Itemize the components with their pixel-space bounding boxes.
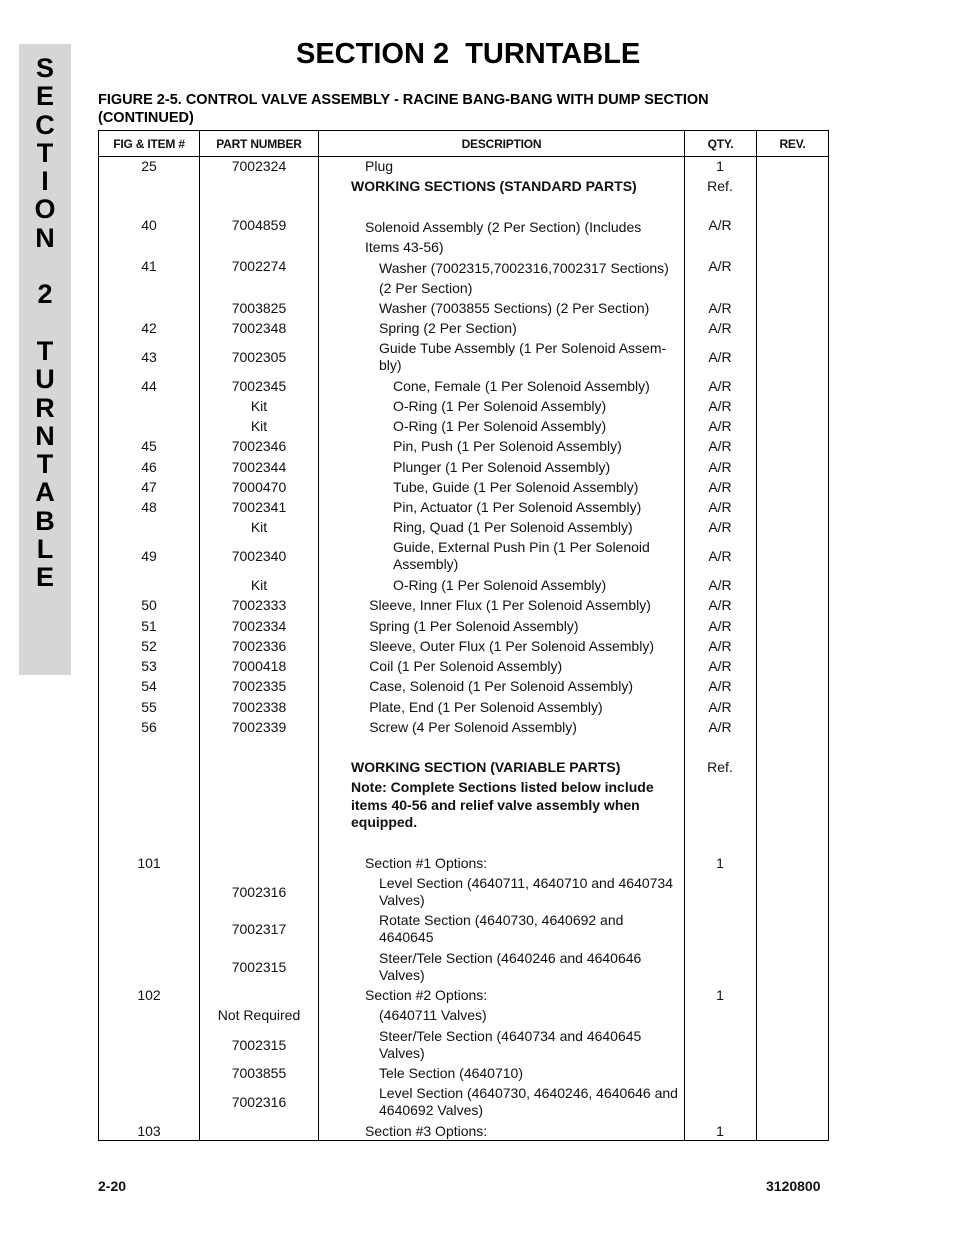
fig-item-cell: 54 [141, 677, 157, 694]
qty-cell: 1 [716, 986, 724, 1003]
table-row [99, 1006, 828, 1024]
qty-cell: A/R [708, 417, 732, 434]
fig-item-cell: 50 [141, 596, 157, 613]
description-cell: Sleeve, Outer Flux (1 Per Solenoid Assembly) [369, 637, 654, 654]
table-row [99, 758, 828, 776]
part-number-cell [200, 986, 318, 1004]
fig-item-cell: 53 [141, 657, 157, 674]
side-tab-letter: N [35, 222, 55, 253]
part-number-cell: 7002305 [231, 348, 287, 365]
header-part-number: PART NUMBER [216, 136, 302, 151]
description-cell: Section #2 Options: [365, 986, 488, 1003]
part-number-cell: 7002315 [231, 1036, 287, 1053]
part-number-cell [200, 758, 318, 776]
fig-item-cell: 40 [141, 217, 157, 233]
side-tab-letter [19, 309, 71, 337]
description-cell: O-Ring (1 Per Solenoid Assembly) [393, 397, 607, 414]
qty-cell [685, 911, 755, 947]
part-number-cell: 7002317 [231, 920, 287, 937]
qty-cell: A/R [708, 258, 732, 274]
qty-cell: A/R [708, 677, 732, 694]
table-row [99, 1084, 828, 1120]
qty-cell [685, 874, 755, 910]
side-tab-letter: I [41, 166, 49, 197]
table-row [99, 854, 828, 872]
header-fig-item: FIG & ITEM # [113, 136, 185, 151]
fig-item-cell: 46 [141, 458, 157, 475]
description-cell: Note: Complete Sections listed below include items 40-56 and relief valve assembly when equipped. [351, 779, 654, 830]
qty-cell: A/R [708, 458, 732, 475]
part-number-cell [200, 854, 318, 872]
side-tab-letter: E [35, 562, 54, 593]
qty-cell: A/R [708, 397, 732, 414]
qty-cell: 1 [716, 1122, 724, 1139]
qty-cell: A/R [708, 299, 732, 316]
description-cell: Section #3 Options: [365, 1122, 488, 1139]
fig-item-cell: 51 [141, 617, 157, 634]
table-row [99, 779, 828, 833]
side-tab-letter: U [35, 364, 55, 395]
table-row [99, 596, 828, 614]
fig-item-cell [99, 576, 199, 594]
side-tab-letter: T [36, 335, 54, 366]
qty-cell: Ref. [707, 177, 733, 194]
fig-item-cell [99, 758, 199, 776]
description-cell: WORKING SECTIONS (STANDARD PARTS) [351, 177, 637, 194]
fig-item-cell [99, 1064, 199, 1082]
table-row [99, 911, 828, 947]
side-tab-letter: S [35, 53, 54, 83]
fig-item-cell [99, 397, 199, 415]
description-cell: Cone, Female (1 Per Solenoid Assembly) [393, 377, 650, 394]
part-number-cell: 7002333 [231, 596, 287, 613]
side-tab-letter: T [36, 137, 54, 168]
qty-cell: A/R [708, 637, 732, 654]
table-row [99, 1122, 828, 1140]
description-cell: WORKING SECTION (VARIABLE PARTS) [351, 758, 621, 775]
fig-item-cell: 52 [141, 637, 157, 654]
description-cell: O-Ring (1 Per Solenoid Assembly) [393, 576, 607, 593]
table-row [99, 617, 828, 635]
qty-cell: A/R [708, 319, 732, 336]
part-number-cell: 7002316 [231, 883, 287, 900]
part-number-cell: 7002336 [231, 637, 287, 654]
part-number-cell: 7002340 [231, 547, 287, 564]
header-qty: QTY. [707, 136, 734, 151]
description-cell: O-Ring (1 Per Solenoid Assembly) [393, 417, 607, 434]
description-cell: Screw (4 Per Solenoid Assembly) [369, 718, 577, 735]
table-row [99, 949, 828, 985]
header-rev: REV. [779, 136, 806, 151]
description-cell: Tube, Guide (1 Per Solenoid Assembly) [393, 478, 639, 495]
part-number-cell: 7002346 [231, 437, 287, 454]
description-cell: Sleeve, Inner Flux (1 Per Solenoid Assembly) [369, 596, 651, 613]
qty-cell: Ref. [707, 758, 733, 775]
description-cell: Plunger (1 Per Solenoid Assembly) [393, 458, 611, 475]
side-tab-letter: T [36, 449, 54, 480]
table-row [99, 458, 828, 476]
fig-item-cell [99, 1027, 199, 1063]
table-row [99, 377, 828, 395]
part-number-cell: 7002348 [231, 319, 287, 336]
table-row [99, 518, 828, 536]
part-number-cell: Kit [250, 417, 268, 434]
fig-item-cell: 47 [141, 478, 157, 495]
description-cell: Steer/Tele Section (4640246 and 4640646 Valves) [379, 950, 642, 983]
description-cell: Rotate Section (4640730, 4640692 and 4640645 [379, 912, 624, 945]
qty-cell [685, 1027, 755, 1063]
description-cell: Coil (1 Per Solenoid Assembly) [369, 657, 563, 674]
qty-cell [685, 779, 755, 833]
table-row [99, 538, 828, 574]
part-number-cell: 7000470 [231, 478, 287, 495]
fig-item-cell [99, 1006, 199, 1024]
part-number-cell: 7003855 [231, 1064, 287, 1081]
description-cell: Guide Tube Assembly (1 Per Solenoid Assem- bly) [379, 340, 667, 373]
qty-cell [685, 1064, 755, 1082]
table-row [99, 478, 828, 496]
fig-item-cell: 103 [137, 1122, 161, 1139]
description-cell: Washer (7002315,7002316,7002317 Sections) (2 Per Section) [379, 260, 669, 296]
part-number-cell: 7002316 [231, 1093, 287, 1110]
side-tab-letter: N [35, 420, 55, 451]
part-number-cell: Kit [250, 397, 268, 414]
table-row [99, 299, 828, 317]
fig-item-cell [99, 911, 199, 947]
qty-cell: A/R [708, 596, 732, 613]
part-number-cell: 7002345 [231, 377, 287, 394]
qty-cell: A/R [708, 518, 732, 535]
description-cell: Washer (7003855 Sections) (2 Per Section) [379, 299, 650, 316]
fig-item-cell [99, 874, 199, 910]
description-cell: Section #1 Options: [365, 854, 488, 871]
fig-item-cell [99, 518, 199, 536]
part-number-cell: 7002274 [231, 258, 287, 274]
description-cell: Plug [365, 157, 394, 174]
fig-item-cell [99, 299, 199, 317]
fig-item-cell: 44 [141, 377, 157, 394]
part-number-cell: 7002341 [231, 498, 287, 515]
table-row [99, 657, 828, 675]
figure-title [98, 91, 798, 127]
qty-cell: A/R [708, 478, 732, 495]
fig-item-cell: 55 [141, 698, 157, 715]
qty-cell: A/R [708, 547, 732, 564]
page-number: 2-20 [98, 1178, 127, 1194]
fig-item-cell: 41 [141, 258, 157, 274]
side-tab-letter: E [35, 81, 54, 112]
fig-item-cell: 101 [137, 854, 161, 871]
qty-cell [685, 949, 755, 985]
table-row [99, 677, 828, 695]
description-cell: (4640711 Valves) [379, 1006, 487, 1023]
section-side-tab [19, 44, 71, 675]
qty-cell: A/R [708, 377, 732, 394]
fig-item-cell [99, 779, 199, 833]
qty-cell: A/R [708, 437, 732, 454]
part-number-cell: 7000418 [231, 657, 287, 674]
table-row [99, 437, 828, 455]
fig-item-cell [99, 949, 199, 985]
page-title: SECTION 2 TURNTABLE [296, 38, 641, 70]
table-row [99, 874, 828, 910]
description-cell: Guide, External Push Pin (1 Per Solenoid Assembly) [393, 539, 650, 572]
qty-cell [685, 1006, 755, 1024]
side-tab-letter [19, 252, 71, 280]
fig-item-cell: 49 [141, 547, 157, 564]
part-number-cell: 7002344 [231, 458, 287, 475]
parts-table [98, 130, 829, 1141]
part-number-cell: 7003825 [231, 299, 287, 316]
side-tab-letter: A [35, 477, 55, 508]
qty-cell: A/R [708, 657, 732, 674]
fig-item-cell [99, 1084, 199, 1120]
table-row [99, 157, 828, 175]
qty-cell: A/R [708, 348, 732, 365]
figure-title-line-2: (CONTINUED) [98, 110, 194, 126]
table-row [99, 576, 828, 594]
qty-cell: A/R [708, 718, 732, 735]
part-number-cell: 7002315 [231, 958, 287, 975]
qty-cell: A/R [708, 576, 732, 593]
part-number-cell: Kit [250, 576, 268, 593]
table-row [99, 986, 828, 1004]
description-cell: Tele Section (4640710) [379, 1064, 523, 1081]
description-cell: Solenoid Assembly (2 Per Section) (Includes Items 43-56) [365, 219, 642, 255]
fig-item-cell: 102 [137, 986, 161, 1003]
fig-item-cell [99, 417, 199, 435]
side-tab-letter: O [34, 194, 56, 225]
table-row [99, 397, 828, 415]
description-cell: Ring, Quad (1 Per Solenoid Assembly) [393, 518, 633, 535]
part-number-cell: 7002339 [231, 718, 287, 735]
qty-cell: A/R [708, 498, 732, 515]
part-number-cell: Kit [250, 518, 268, 535]
description-cell: Level Section (4640730, 4640246, 4640646 and 4640692 Valves) [379, 1085, 678, 1118]
figure-title-line-1: FIGURE 2-5. CONTROL VALVE ASSEMBLY - RACINE BANG-BANG WITH DUMP SECTION [98, 92, 709, 108]
description-cell: Plate, End (1 Per Solenoid Assembly) [369, 698, 603, 715]
description-cell: Steer/Tele Section (4640734 and 4640645 Valves) [379, 1028, 642, 1061]
table-row [99, 498, 828, 516]
side-tab-letter: R [35, 392, 55, 423]
fig-item-cell: 48 [141, 498, 157, 515]
side-tab-letter: 2 [37, 279, 53, 310]
part-number-cell: 7002324 [231, 157, 287, 174]
fig-item-cell [99, 177, 199, 195]
qty-cell [685, 1084, 755, 1120]
qty-cell: 1 [716, 854, 724, 871]
fig-item-cell: 43 [141, 348, 157, 365]
table-row [99, 319, 828, 337]
fig-item-cell: 42 [141, 319, 157, 336]
table-row [99, 217, 828, 255]
part-number-cell: 7002335 [231, 677, 287, 694]
table-row [99, 637, 828, 655]
side-tab-letter: L [36, 534, 54, 565]
table-row [99, 1027, 828, 1063]
table-row [99, 718, 828, 736]
table-row [99, 258, 828, 296]
qty-cell: A/R [708, 698, 732, 715]
table-row [99, 339, 828, 375]
table-row [99, 177, 828, 195]
qty-cell: A/R [708, 617, 732, 634]
table-row [99, 1064, 828, 1082]
qty-cell: A/R [708, 217, 732, 233]
description-cell: Pin, Actuator (1 Per Solenoid Assembly) [393, 498, 642, 515]
part-number-cell [200, 779, 318, 833]
part-number-cell: 7002338 [231, 698, 287, 715]
fig-item-cell: 56 [141, 718, 157, 735]
table-row [99, 698, 828, 716]
header-description: DESCRIPTION [461, 136, 542, 151]
side-tab-letter: B [35, 505, 55, 536]
fig-item-cell: 25 [141, 157, 157, 174]
document-number: 3120800 [766, 1178, 821, 1194]
part-number-cell [200, 177, 318, 195]
part-number-cell: 7004859 [231, 217, 287, 233]
description-cell: Pin, Push (1 Per Solenoid Assembly) [393, 437, 622, 454]
fig-item-cell: 45 [141, 437, 157, 454]
qty-cell: 1 [716, 157, 724, 174]
part-number-cell [200, 1122, 318, 1140]
side-tab-letter: C [35, 109, 55, 140]
description-cell: Spring (1 Per Solenoid Assembly) [369, 617, 579, 634]
description-cell: Case, Solenoid (1 Per Solenoid Assembly) [369, 677, 633, 694]
part-number-cell: 7002334 [231, 617, 287, 634]
description-cell: Spring (2 Per Section) [379, 319, 517, 336]
table-row [99, 417, 828, 435]
part-number-cell: Not Required [217, 1006, 301, 1023]
description-cell: Level Section (4640711, 4640710 and 4640734 Valves) [379, 875, 673, 908]
